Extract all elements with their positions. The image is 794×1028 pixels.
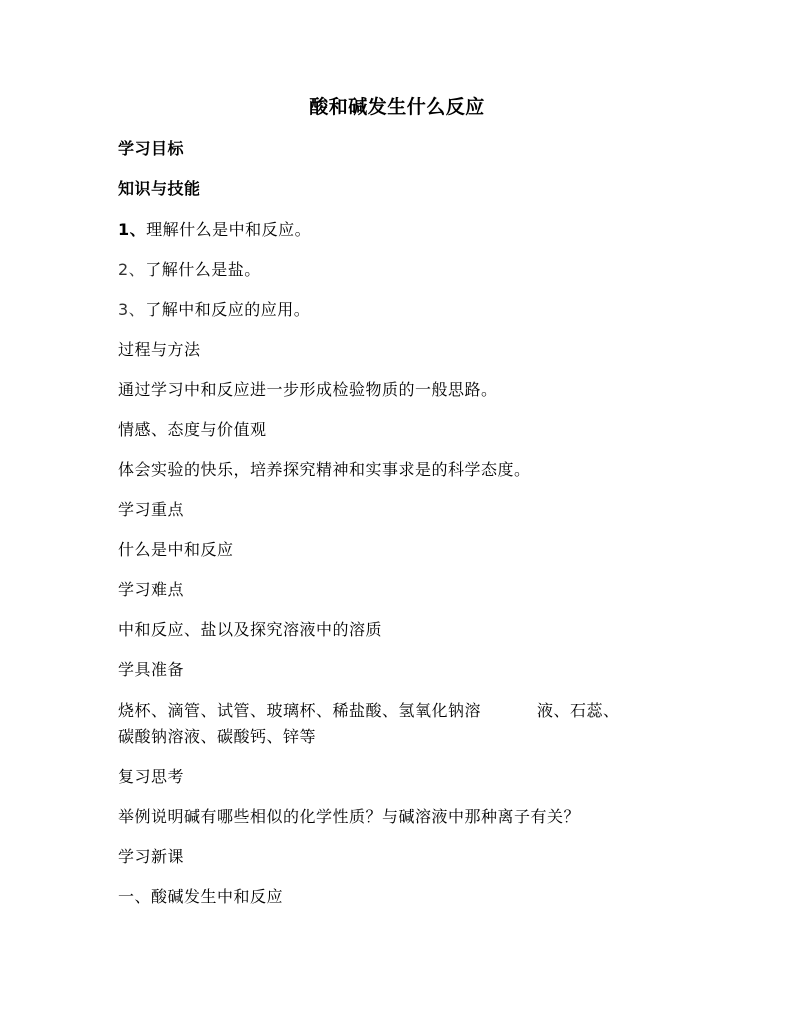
- heading-learning-goals: 学习目标: [118, 139, 185, 158]
- document-title: 酸和碱发生什么反应: [309, 96, 485, 118]
- heading-knowledge-skills: 知识与技能: [118, 179, 201, 198]
- heading-difficulty: 学习难点: [118, 580, 185, 599]
- list-item-text: 理解什么是中和反应。: [146, 220, 312, 239]
- list-item: [118, 259, 261, 281]
- heading-process-method: 过程与方法: [118, 340, 201, 359]
- heading-review: 复习思考: [118, 767, 185, 786]
- list-item-text: 了解什么是盐。: [145, 260, 261, 279]
- list-item-number: 3、: [118, 300, 146, 319]
- heading-new-lesson: 学习新课: [118, 847, 185, 866]
- list-item: [118, 299, 310, 321]
- list-item-number: 1、: [118, 220, 147, 239]
- list-item: [118, 219, 311, 241]
- heading-emotion: 情感、态度与价值观: [118, 420, 267, 439]
- tools-text-line1: [118, 700, 620, 722]
- list-item-number: 2、: [118, 260, 146, 279]
- key-points-text: 什么是中和反应: [118, 540, 234, 559]
- review-text: 举例说明碱有哪些相似的化学性质？与碱溶液中那种离子有关？: [118, 807, 581, 826]
- emotion-text: 体会实验的快乐，培养探究精神和实事求是的科学态度。: [118, 460, 531, 479]
- heading-key-points: 学习重点: [118, 500, 185, 519]
- tools-text-part-a: 烧杯、滴管、试管、玻璃杯、稀盐酸、氢氧化钠溶: [118, 701, 482, 720]
- heading-tools: 学具准备: [118, 660, 185, 679]
- list-item-text: 了解中和反应的应用。: [145, 300, 311, 319]
- tools-text-part-b: 液、石蕊、: [537, 701, 620, 720]
- difficulty-text: 中和反应、盐以及探究溶液中的溶质: [118, 620, 383, 639]
- tools-text-line2: 碳酸钠溶液、碳酸钙、锌等: [118, 727, 317, 746]
- section-heading-1: 一、酸碱发生中和反应: [118, 887, 284, 906]
- process-text: 通过学习中和反应进一步形成检验物质的一般思路。: [118, 380, 498, 399]
